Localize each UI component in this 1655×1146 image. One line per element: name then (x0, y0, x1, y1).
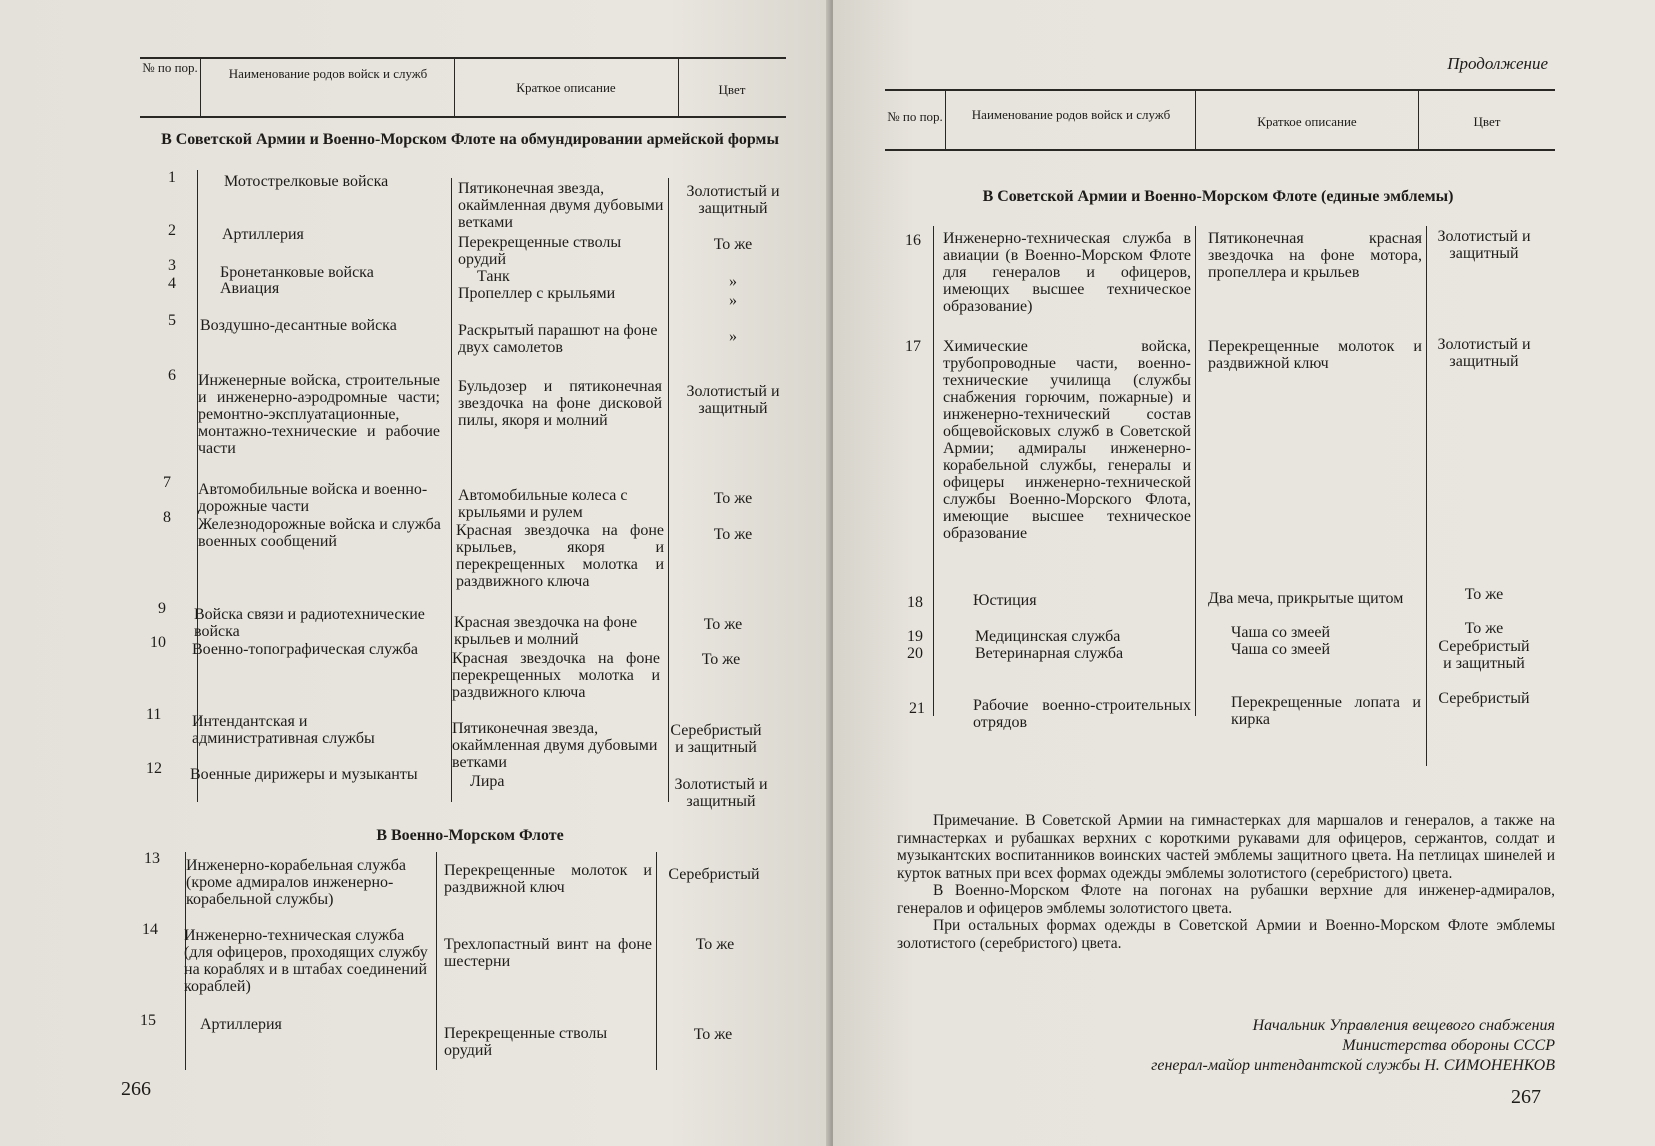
row-name: Авиация (220, 280, 280, 297)
row-name: Артиллерия (222, 226, 304, 243)
row-desc: Перекрещенные лопата и кирка (1231, 694, 1421, 728)
table-header-rule (140, 116, 786, 118)
row-color: » (729, 328, 737, 345)
header-name: Наименование родов войск и служб (228, 66, 428, 81)
row-color: То же (1464, 586, 1504, 603)
row-desc: Красная звездочка на фоне перекрещенных молотка и раздвижного ключа (452, 650, 660, 701)
row-name: Бронетанковые войска (220, 264, 374, 281)
row-name: Инженерно-техническая служба в авиации (в Военно-Морском Флоте для генералов и офицеров, имеющих высшее техническое образование) (943, 230, 1191, 315)
row-desc: Пятиконечная звезда, окаймленная двумя дубовыми ветками (452, 720, 658, 771)
row-color: То же (713, 526, 753, 543)
note-paragraph-3: При остальных формах одежды в Советской Армии и Военно-Морском Флоте эмблемы золотистого (серебристого) цвета. (897, 917, 1555, 952)
row-color: Золотистый и защитный (674, 776, 768, 810)
row-name: Военные дирижеры и музыканты (190, 766, 418, 783)
row-desc: Перекрещенные стволы орудий (444, 1025, 608, 1059)
row-name: Химические войска, трубопроводные части, военно-технические училища (службы снабжения горючим, пожарные) и инженерно-технический состав общевойсковых служб в Советской Армии; адмиралы инженерно-корабельной службы, генералы и офицеры инженерно-технической службы Военно-Морского Флота, имеющие высшее техническое образование (943, 338, 1191, 542)
page-number-right: 267 (1511, 1086, 1541, 1108)
row-num: 21 (909, 700, 925, 717)
signature-block (933, 1016, 1555, 1076)
note-paragraph-1: Примечание. В Советской Армии на гимнастерках для маршалов и генералов, а также на гимнастерках и рубашках верхних с короткими рукавами для офицеров, сержантов, солдат и музыкантских воспитанников воинских частей эмблемы защитного цвета. На петлицах шинелей и курток ватных при всех формах одежды эмблемы золотистого (серебристого) цвета. (897, 812, 1555, 882)
header-color: Цвет (718, 82, 746, 97)
row-desc: Танк (477, 268, 510, 285)
row-name: Инженерно-техническая служба (для офицеров, проходящих службу на кораблях и в штабах соединений кораблей) (184, 927, 428, 995)
section-title-unified: В Советской Армии и Военно-Морском Флоте (единые эмблемы) (982, 188, 1454, 205)
row-num: 1 (168, 169, 176, 186)
row-num: 4 (168, 275, 176, 292)
row-color: То же (713, 236, 753, 253)
table-top-rule (140, 57, 786, 59)
row-name: Рабочие военно-строительных отрядов (973, 697, 1191, 731)
row-desc: Чаша со змеей (1231, 624, 1331, 641)
row-num: 16 (905, 232, 921, 249)
signature-line-3: генерал-майор интендантской службы Н. СИМОНЕНКОВ (1151, 1057, 1555, 1074)
row-desc: Пятиконечная красная звездочка на фоне мотора, пропеллера и крыльев (1208, 230, 1422, 281)
row-num: 19 (907, 628, 923, 645)
row-name: Медицинская служба (975, 628, 1121, 645)
row-num: 20 (907, 645, 923, 662)
row-num: 5 (168, 312, 176, 329)
row-num: 8 (163, 509, 171, 526)
row-name: Военно-топографическая служба (192, 641, 418, 658)
section-title-army: В Советской Армии и Военно-Морском Флоте на обмундировании армейской формы (161, 131, 779, 148)
row-color: Золотистый и защитный (1437, 336, 1531, 370)
row-desc: Красная звездочка на фоне крыльев, якоря и перекрещенных молотка и раздвижного ключа (456, 522, 664, 590)
page-267 (833, 0, 1655, 1146)
table-header-rule-right (885, 149, 1555, 151)
header-num: № по пор. (142, 60, 198, 75)
row-num: 3 (168, 257, 176, 274)
row-name: Войска связи и радиотехнические войска (194, 606, 425, 640)
row-color: Серебристый (668, 866, 760, 883)
row-desc: Пропеллер с крыльями (458, 285, 616, 302)
row-color: Золотистый и защитный (686, 183, 780, 217)
row-color: » (729, 273, 737, 290)
header-desc: Краткое описание (516, 80, 616, 95)
section-title-navy: В Военно-Морском Флоте (376, 827, 564, 844)
row-num: 7 (163, 474, 171, 491)
header-num: № по пор. (887, 109, 943, 124)
row-desc: Бульдозер и пятиконечная звездочка на фоне дисковой пилы, якоря и молний (458, 378, 662, 429)
signature-line-1: Начальник Управления вещевого снабжения (1252, 1017, 1555, 1034)
row-desc: Трехлопастный винт на фоне шестерни (444, 936, 652, 970)
header-color: Цвет (1473, 114, 1501, 129)
header-name: Наименование родов войск и служб (971, 107, 1171, 122)
row-color: То же (701, 651, 741, 668)
row-name: Артиллерия (200, 1016, 282, 1033)
row-desc: Перекрещенные молоток и раздвижной ключ (1208, 338, 1422, 372)
row-num: 17 (905, 338, 921, 355)
row-desc: Перекрещенные молоток и раздвижной ключ (444, 862, 652, 896)
footnote (897, 812, 1555, 952)
table-top-rule-right (885, 89, 1555, 91)
row-num: 18 (907, 594, 923, 611)
row-name: Мотострелковые войска (224, 173, 389, 190)
row-color: Серебристый и защитный (1438, 638, 1530, 672)
page-number-left: 266 (121, 1078, 151, 1100)
row-color: То же (713, 490, 753, 507)
row-desc: Красная звездочка на фоне крыльев и молний (454, 614, 638, 648)
row-color: Серебристый (1438, 690, 1530, 707)
row-color: То же (693, 1026, 733, 1043)
row-color: То же (703, 616, 743, 633)
row-color: Золотистый и защитный (686, 383, 780, 417)
row-desc: Чаша со змеей (1231, 641, 1331, 658)
signature-line-2: Министерства обороны СССР (1342, 1037, 1555, 1054)
row-color: То же (1464, 620, 1504, 637)
row-num: 13 (144, 850, 160, 867)
row-name: Железнодорожные войска и служба военных сообщений (198, 516, 441, 550)
row-desc: Два меча, прикрытые щитом (1208, 590, 1404, 607)
row-name: Юстиция (973, 592, 1037, 609)
row-desc: Лира (470, 773, 505, 790)
row-desc: Пятиконечная звезда, окаймленная двумя дубовыми ветками (458, 180, 664, 231)
row-color: Золотистый и защитный (1437, 228, 1531, 262)
row-name: Ветеринарная служба (975, 645, 1124, 662)
row-num: 14 (142, 921, 158, 938)
row-num: 9 (158, 600, 166, 617)
row-name: Автомобильные войска и военно-дорожные части (198, 481, 428, 515)
row-desc: Перекрещенные стволы орудий (458, 234, 622, 268)
row-num: 12 (146, 760, 162, 777)
row-num: 11 (146, 706, 162, 723)
row-name: Воздушно-десантные войска (200, 317, 397, 334)
continuation-label: Продолжение (1447, 54, 1548, 73)
row-desc: Раскрытый парашют на фоне двух самолетов (458, 322, 658, 356)
row-num: 15 (140, 1012, 156, 1029)
row-num: 2 (168, 222, 176, 239)
row-color: Серебристый и защитный (670, 722, 762, 756)
row-desc: Автомобильные колеса с крыльями и рулем (458, 487, 628, 521)
header-desc: Краткое описание (1257, 114, 1357, 129)
row-color: То же (695, 936, 735, 953)
row-name: Интендантская и административная службы (192, 713, 375, 747)
row-num: 10 (150, 634, 166, 651)
row-color: » (729, 292, 737, 309)
row-name: Инженерно-корабельная служба (кроме адмиралов инженерно-корабельной службы) (186, 857, 406, 908)
row-num: 6 (168, 367, 176, 384)
row-name: Инженерные войска, строительные и инженерно-аэродромные части; ремонтно-эксплуатационные, монтажно-технические и рабочие части (198, 372, 440, 457)
note-paragraph-2: В Военно-Морском Флоте на погонах на рубашки верхние для инженер-адмиралов, генералов и офицеров эмблемы золотистого цвета. (897, 882, 1555, 917)
